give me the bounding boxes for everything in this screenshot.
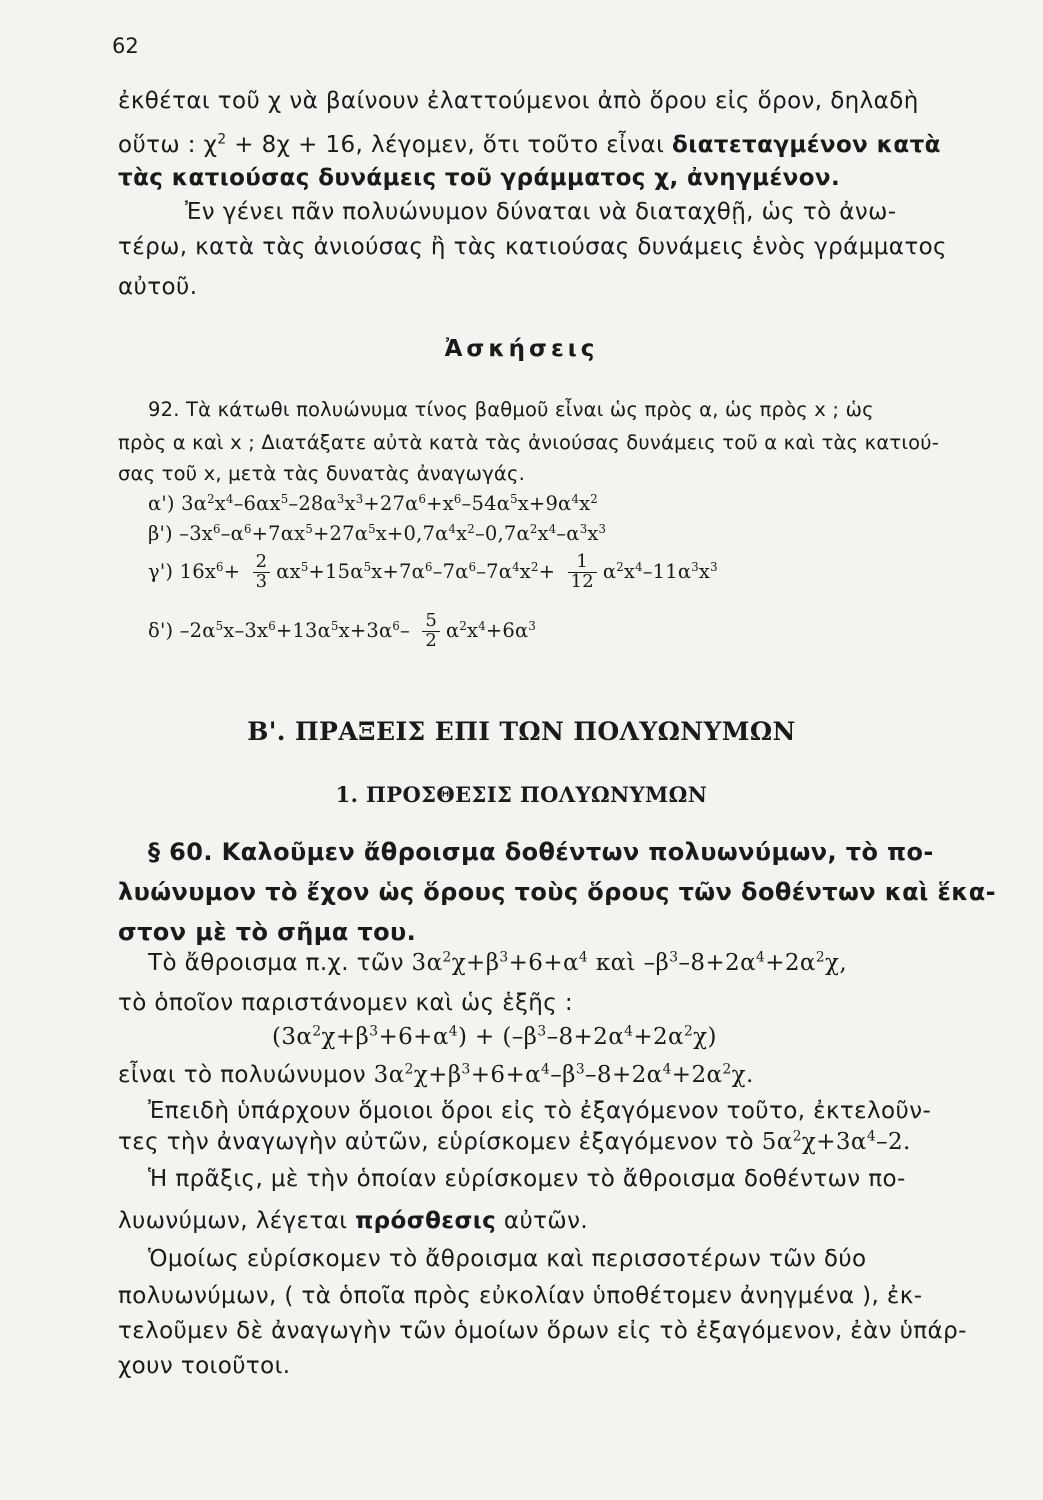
intro-line-4: Ἐν γένει πᾶν πολυώνυμον δύναται νὰ διαταχθῇ, ὡς τὸ ἀνω-	[185, 199, 897, 225]
body-line-5: Ἐπειδὴ ὑπάρχουν ὅμοιοι ὅροι εἰς τὸ ἐξαγόμενον τοῦτο, ἐκτελοῦν-	[148, 1098, 932, 1124]
body-line-1: Τὸ ἄθροισμα π.χ. τῶν $3\alpha^2\chi+\beta^3+6+\alpha^4$ καὶ $-\beta^3-8+2\alpha^4+2\alpha^2\chi$,	[148, 949, 848, 976]
intro-line-3: τὰς κατιούσας δυνάμεις τοῦ γράμματος χ, ἀνηγμένον.	[118, 165, 841, 191]
definition-line-3: στον μὲ τὸ σῆμα του.	[118, 918, 417, 946]
exercises-heading: Ἀσκήσεις	[444, 336, 599, 362]
exercise-d-label: δ')	[148, 618, 174, 642]
exercise-c: γ') $16x^6+$ $\frac{2}{3}$ $\alpha x^5+15\alpha^5x+7\alpha^6-7\alpha^6-7\alpha^4x^2+$ $\frac{1}{12}$ $\alpha^2x^4-11\alpha^3x^3$	[148, 551, 718, 592]
section-title: Β'. ΠΡΑΞΕΙΣ ΕΠΙ ΤΩΝ ΠΟΛΥΩΝΥΜΩΝ	[247, 717, 796, 746]
intro-line-2-start: οὕτω : χ	[118, 132, 218, 158]
body-line-9: Ὁμοίως εὑρίσκομεν τὸ ἄθροισμα καὶ περισσοτέρων τῶν δύο	[148, 1246, 867, 1272]
body-line-2: τὸ ὁποῖον παριστάνομεν καὶ ὡς ἑξῆς :	[118, 990, 574, 1016]
body-line-8-start: λυωνύμων, λέγεται	[118, 1208, 356, 1234]
page-number: 62	[112, 34, 139, 58]
exercise-a-label: α')	[148, 492, 175, 515]
body-line-1-text: Τὸ ἄθροισμα π.χ. τῶν	[148, 950, 412, 976]
body-line-6: τες τὴν ἀναγωγὴν αὐτῶν, εὑρίσκομεν ἐξαγόμενον τὸ $5\alpha^2\chi+3\alpha^4-2$.	[118, 1128, 911, 1155]
definition-line-1: § 60. Καλοῦμεν ἄθροισμα δοθέντων πολυωνύμων, τὸ πο-	[148, 838, 934, 866]
bold-term-ordered: διατεταγμένον κατὰ	[672, 132, 941, 158]
intro-line-2-mid: + 8χ + 16, λέγομεν, ὅτι τοῦτο εἶναι	[226, 132, 672, 158]
body-line-12: χουν τοιοῦτοι.	[118, 1353, 291, 1379]
body-line-8	[118, 1208, 588, 1234]
fraction-one-twelfth: $\frac{1}{12}$	[568, 553, 597, 592]
sum-expression: $(3\alpha^2\chi+\beta^3+6+\alpha^4) + (-\beta^3-8+2\alpha^4+2\alpha^2\chi)$	[272, 1023, 717, 1050]
intro-line-6: αὐτοῦ.	[118, 274, 198, 300]
body-line-4-text: εἶναι τὸ πολυώνυμον	[118, 1062, 374, 1088]
body-line-6-text: τες τὴν ἀναγωγὴν αὐτῶν, εὑρίσκομεν ἐξαγόμενον τὸ	[118, 1129, 762, 1155]
fraction-five-halves: $\frac{5}{2}$	[422, 612, 440, 651]
definition-line-2: λυώνυμον τὸ ἔχον ὡς ὅρους τοὺς ὅρους τῶν δοθέντων καὶ ἕκα-	[118, 878, 997, 906]
intro-line-5: τέρω, κατὰ τὰς ἀνιούσας ἢ τὰς κατιούσας δυνάμεις ἑνὸς γράμματος	[118, 234, 947, 260]
intro-line-2	[118, 132, 941, 158]
exercise-92-line-2: πρὸς α καὶ x ; Διατάξατε αὐτὰ κατὰ τὰς ἀνιούσας δυνάμεις τοῦ α καὶ τὰς κατιού-	[118, 431, 939, 454]
exponent: 2	[217, 131, 227, 148]
body-line-8-end: αὐτῶν.	[496, 1208, 589, 1234]
exercise-b-label: β')	[148, 522, 173, 545]
exercise-a: α') $3\alpha^2x^4-6\alpha x^5-28\alpha^3x^3+27\alpha^6+x^6-54\alpha^5x+9\alpha^4x^2$	[148, 491, 598, 515]
intro-line-1: ἐκθέται τοῦ χ νὰ βαίνουν ἐλαττούμενοι ἀπὸ ὅρου εἰς ὅρον, δηλαδὴ	[118, 88, 919, 114]
exercise-92-line-1: 92. Τὰ κάτωθι πολυώνυμα τίνος βαθμοῦ εἶναι ὡς πρὸς α, ὡς πρὸς x ; ὡς	[148, 398, 874, 421]
body-line-10: πολυωνύμων, ( τὰ ὁποῖα πρὸς εὐκολίαν ὑποθέτομεν ἀνηγμένα ), ἐκ-	[118, 1283, 923, 1309]
exercise-b: β') $-3x^6-\alpha^6+7\alpha x^5+27\alpha^5x+0,7\alpha^4x^2-0,7\alpha^2x^4-\alpha^3x^3$	[148, 521, 607, 545]
exercise-c-label: γ')	[148, 559, 174, 583]
body-line-11: τελοῦμεν δὲ ἀναγωγὴν τῶν ὁμοίων ὅρων εἰς τὸ ἐξαγόμενον, ἐὰν ὑπάρ-	[118, 1318, 967, 1344]
bold-term-addition: πρόσθεσις	[355, 1208, 497, 1234]
exercise-92-line-3: σας τοῦ x, μετὰ τὰς δυνατὰς ἀναγωγάς.	[118, 462, 526, 485]
subsection-title: 1. ΠΡΟΣΘΕΣΙΣ ΠΟΛΥΩΝΥΜΩΝ	[335, 782, 708, 807]
body-line-7: Ἡ πρᾶξις, μὲ τὴν ὁποίαν εὑρίσκομεν τὸ ἄθροισμα δοθέντων πο-	[148, 1166, 906, 1192]
exercise-d: δ') $-2\alpha^5x-3x^6+13\alpha^5x+3\alpha^6-$ $\frac{5}{2}$ $\alpha^2x^4+6\alpha^3$	[148, 610, 537, 651]
fraction-two-thirds: $\frac{2}{3}$	[253, 553, 271, 592]
body-line-4: εἶναι τὸ πολυώνυμον $3\alpha^2\chi+\beta^3+6+\alpha^4-\beta^3-8+2\alpha^4+2\alpha^2\chi$.	[118, 1061, 754, 1088]
